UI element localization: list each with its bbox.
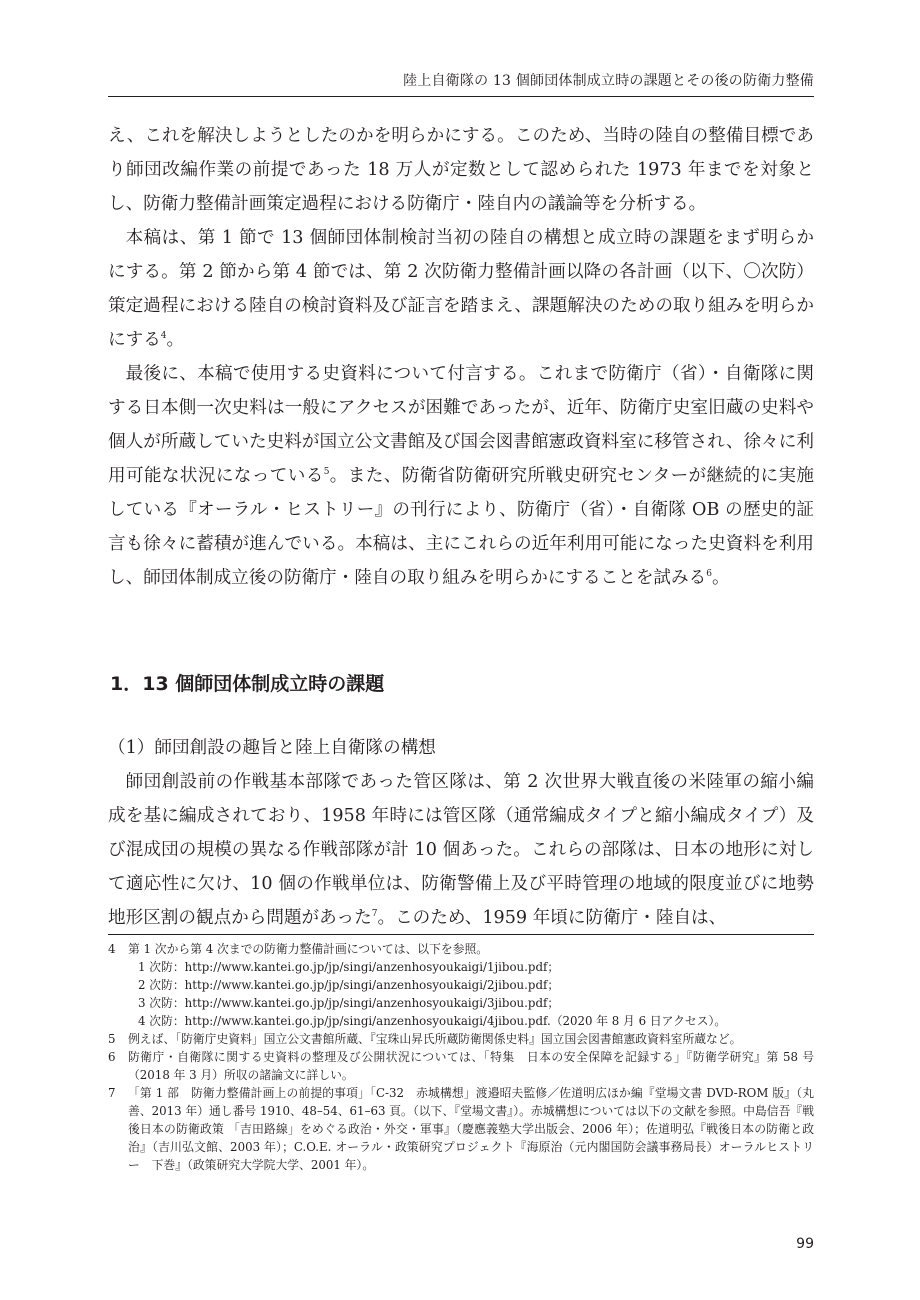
paragraph-text: 最後に、本稿で使用する史資料について付言する。これまで防衛庁（省）・自衛隊に関する日本側一次史料は一般にアクセスが困難であったが、近年、防衛庁史室旧蔵の史料や個人が所蔵していた史料が国立公文書館及び国会図書館憲政資料室に移管され、徐々に利用可能な状況になっている (108, 364, 814, 486)
subsection (108, 731, 814, 935)
running-header: 陸上自衛隊の 13 個師団体制成立時の課題とその後の防衛力整備 (403, 73, 814, 89)
footnote-text: 防衛庁・自衛隊に関する史資料の整理及び公開状況については、「特集 日本の安全保障を記録する」『防衛学研究』第 58 号（2018 年 3 月）所収の諸論文に詳しい。 (128, 1050, 814, 1082)
subsection-title: （1）師団創設の趣旨と陸上自衛隊の構想 (108, 738, 436, 758)
footnote-ref[interactable]: 4 (160, 331, 167, 342)
footnote-number: 7 (108, 1086, 116, 1100)
footnote-text: 例えば、「防衛庁史資料」国立公文書館所蔵、『宝珠山昇氏所蔵防衛関係史料』国立国会図書館憲政資料室所蔵など。 (128, 1032, 742, 1046)
paragraph-text: 本稿は、第 1 節で 13 個師団体制検討当初の陸自の構想と成立時の課題をまず明らかにする。第 2 節から第 4 節では、第 2 次防衛力整備計画以降の各計画（以下、〇次防）策定過程における陸自の検討資料及び証言を踏まえ、課題解決のための取り組みを明らかにする (108, 228, 814, 350)
intro-paragraph-3 (108, 357, 814, 595)
footnote-body (128, 940, 814, 1030)
footnote-text: 第 1 次から第 4 次までの防衛力整備計画については、以下を参照。 (128, 942, 489, 956)
footnote-url[interactable]: 1 次防：http://www.kantei.go.jp/jp/singi/anzenhosyoukaigi/1jibou.pdf； (138, 960, 560, 974)
footnotes (108, 940, 814, 1174)
paragraph-text: 師団創設前の作戦基本部隊であった管区隊は、第 2 次世界大戦直後の米陸軍の縮小編成を基に編成されており、1958 年時には管区隊（通常編成タイプと縮小編成タイプ）及び混成団の規模の異なる作戦部隊が計 10 個あった。これらの部隊は、日本の地形に対して適応性に欠け、10 個の作戦単位は、防衛警備上及び平時管理の地域的限度並びに地勢地形区割の観点から問題があった (108, 772, 814, 928)
footnote-number: 5 (108, 1032, 116, 1046)
paragraph-tail: 。 (711, 568, 730, 588)
paragraph-tail: 。 (166, 330, 185, 350)
footnote-7 (108, 1084, 814, 1174)
footnote-6 (108, 1048, 814, 1084)
footnote-number: 6 (108, 1050, 116, 1064)
intro-paragraph-2 (108, 221, 814, 357)
footnote-text: 「第 1 部 防衛力整備計画上の前提的事項」「C-32 赤城構想」渡邉昭夫監修／佐道明広ほか編『堂場文書 DVD-ROM 版』（丸善、2013 年）通し番号 1910、48–54、61–63 頁。（以下、『堂場文書』）。赤城構想については以下の文献を参照。中島信吾『戦後日本の防衛政策 「吉田路線」をめぐる政治・外交・軍事』（慶應義塾大学出版会、2006 年）；佐道明弘『戦後日本の防衛と政治』（吉川弘文館、2003 年）；C.O.E. オーラル・政策研究プロジェクト『海原治（元内閣国防会議事務局長）オーラルヒストリー 下巻』（政策研究大学院大学、2001 年）。 (128, 1086, 814, 1172)
footnote-ref[interactable]: 5 (323, 467, 330, 478)
footnote-url[interactable]: 2 次防：http://www.kantei.go.jp/jp/singi/anzenhosyoukaigi/2jibou.pdf； (138, 978, 560, 992)
section-paragraph-1 (108, 765, 814, 935)
paragraph-tail: 。このため、1959 年頃に防衛庁・陸自は、 (377, 908, 727, 928)
footnote-ref[interactable]: 7 (371, 909, 378, 920)
header-rule (108, 96, 814, 97)
page-number: 99 (796, 1236, 814, 1252)
footnote-url[interactable]: 3 次防：http://www.kantei.go.jp/jp/singi/anzenhosyoukaigi/3jibou.pdf； (138, 996, 560, 1010)
footnote-5 (108, 1030, 814, 1048)
footnote-number: 4 (108, 942, 116, 956)
footnote-rule (108, 934, 814, 935)
footnote-url[interactable]: 4 次防：http://www.kantei.go.jp/jp/singi/anzenhosyoukaigi/4jibou.pdf.（2020 年 8 月 6 日アクセス）。 (138, 1014, 727, 1028)
intro-paragraph-1: え、これを解決しようとしたのかを明らかにする。このため、当時の陸自の整備目標であり師団改編作業の前提であった 18 万人が定数として認められた 1973 年までを対象とし、防衛力整備計画策定過程における防衛庁・陸自内の議論等を分析する。 (108, 126, 814, 214)
section-heading: 1．13 個師団体制成立時の課題 (110, 673, 385, 695)
footnote-4 (108, 940, 814, 1030)
paragraph-text: 。また、防衛省防衛研究所戦史研究センターが継続的に実施している『オーラル・ヒストリー』の刊行により、防衛庁（省）・自衛隊 OB の歴史的証言も徐々に蓄積が進んでいる。本稿は、主にこれらの近年利用可能になった史資料を利用し、師団体制成立後の防衛庁・陸自の取り組みを明らかにすることを試みる (108, 466, 814, 588)
intro-body (108, 119, 814, 595)
footnote-ref[interactable]: 6 (706, 569, 712, 580)
